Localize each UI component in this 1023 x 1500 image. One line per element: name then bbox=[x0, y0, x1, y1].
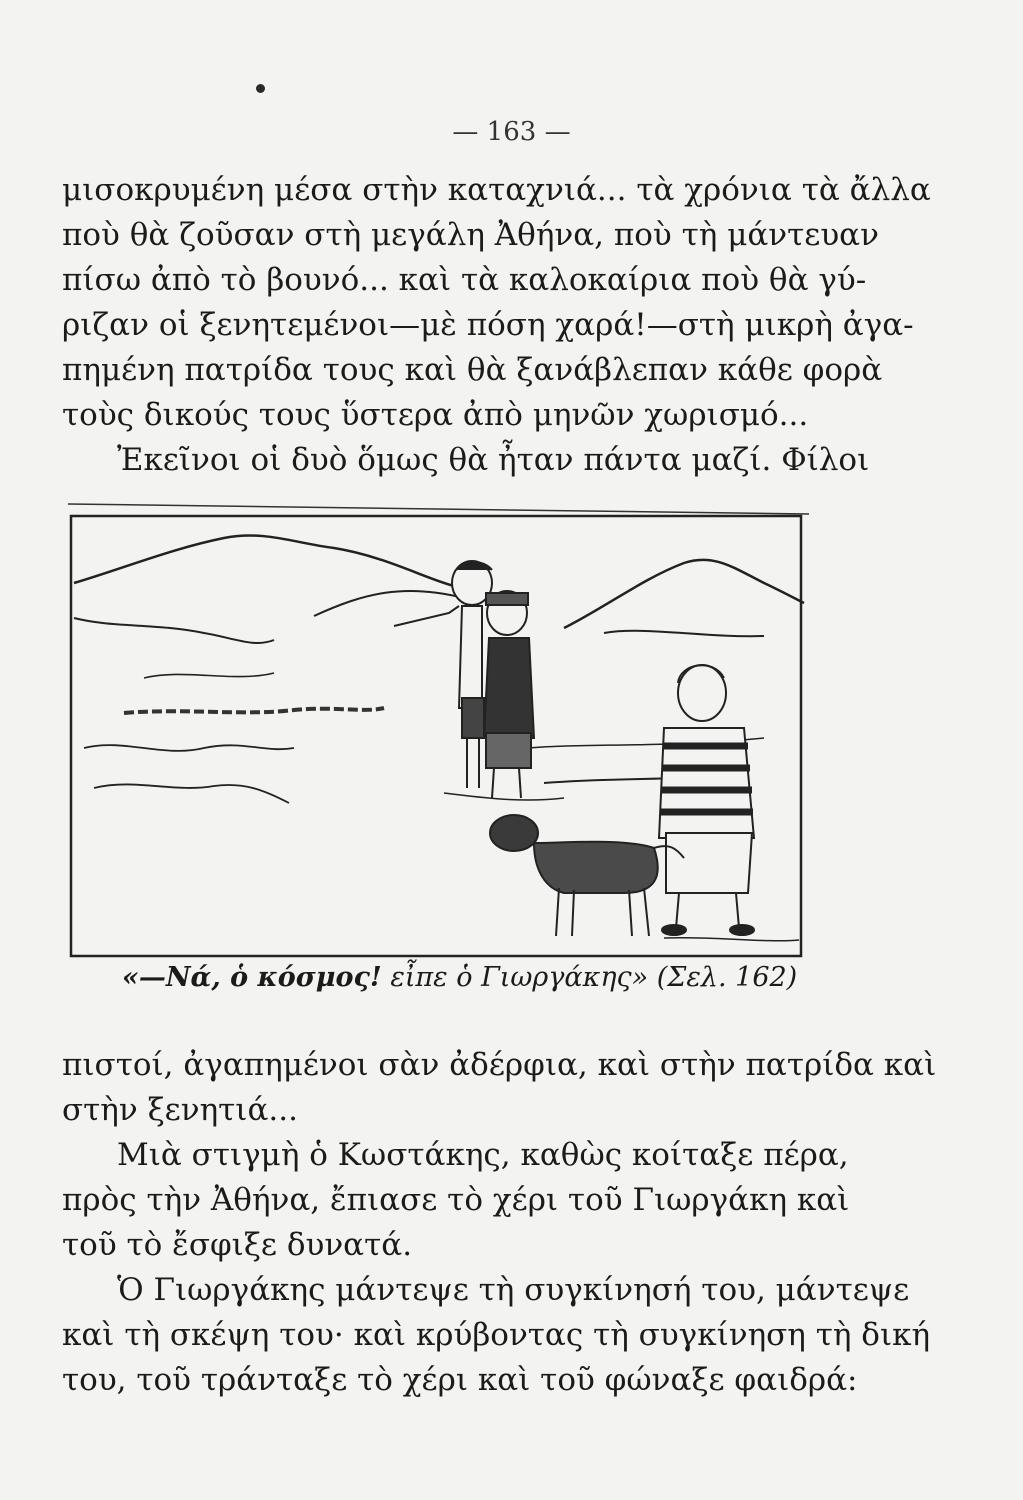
text-line: Ἐκεῖνοι οἱ δυὸ ὅμως θὰ ἦταν πάντα μαζί. Φίλοι bbox=[117, 442, 870, 478]
ink-dot bbox=[256, 84, 265, 93]
caption-rest: εἶπε ὁ Γιωργάκης» (Σελ. 162) bbox=[381, 962, 798, 993]
text-line: στὴν ξενητιά... bbox=[62, 1092, 298, 1128]
text-line: καὶ τὴ σκέψη του· καὶ κρύβοντας τὴ συγκίνηση τὴ δική bbox=[62, 1317, 931, 1353]
illustration-boys-and-dog bbox=[64, 498, 809, 960]
text-line: πρὸς τὴν Ἀθήνα, ἔπιασε τὸ χέρι τοῦ Γιωργάκη καὶ bbox=[62, 1182, 850, 1218]
text-line: του, τοῦ τράνταξε τὸ χέρι καὶ τοῦ φώναξε φαιδρά: bbox=[62, 1362, 858, 1398]
text-line: τοὺς δικούς τους ὕστερα ἀπὸ μηνῶν χωρισμό... bbox=[62, 397, 809, 433]
page-number: — 163 — bbox=[452, 117, 571, 147]
text-line: ριζαν οἱ ξενητεμένοι—μὲ πόση χαρά!—στὴ μικρὴ ἀγα- bbox=[62, 307, 914, 343]
paragraph-top bbox=[62, 168, 931, 483]
text-line: πιστοί, ἀγαπημένοι σὰν ἀδέρφια, καὶ στὴν πατρίδα καὶ bbox=[62, 1047, 937, 1083]
text-line: ποὺ θὰ ζοῦσαν στὴ μεγάλη Ἀθήνα, ποὺ τὴ μάντευαν bbox=[62, 217, 879, 253]
text-line: Μιὰ στιγμὴ ὁ Κωστάκης, καθὼς κοίταξε πέρα, bbox=[117, 1137, 849, 1173]
text-line: πημένη πατρίδα τους καὶ θὰ ξανάβλεπαν κάθε φορὰ bbox=[62, 352, 883, 388]
text-line: μισοκρυμένη μέσα στὴν καταχνιά... τὰ χρόνια τὰ ἄλλα bbox=[62, 172, 931, 208]
caption-quote: «—Νά, ὁ κόσμος! bbox=[122, 962, 382, 993]
text-line: Ὁ Γιωργάκης μάντεψε τὴ συγκίνησή του, μάντεψε bbox=[117, 1272, 910, 1308]
paragraph-bottom bbox=[62, 1043, 937, 1403]
text-line: πίσω ἀπὸ τὸ βουνό... καὶ τὰ καλοκαίρια ποὺ θὰ γύ- bbox=[62, 262, 867, 298]
text-line: τοῦ τὸ ἔσφιξε δυνατά. bbox=[62, 1227, 413, 1263]
illustration-caption bbox=[122, 962, 822, 993]
